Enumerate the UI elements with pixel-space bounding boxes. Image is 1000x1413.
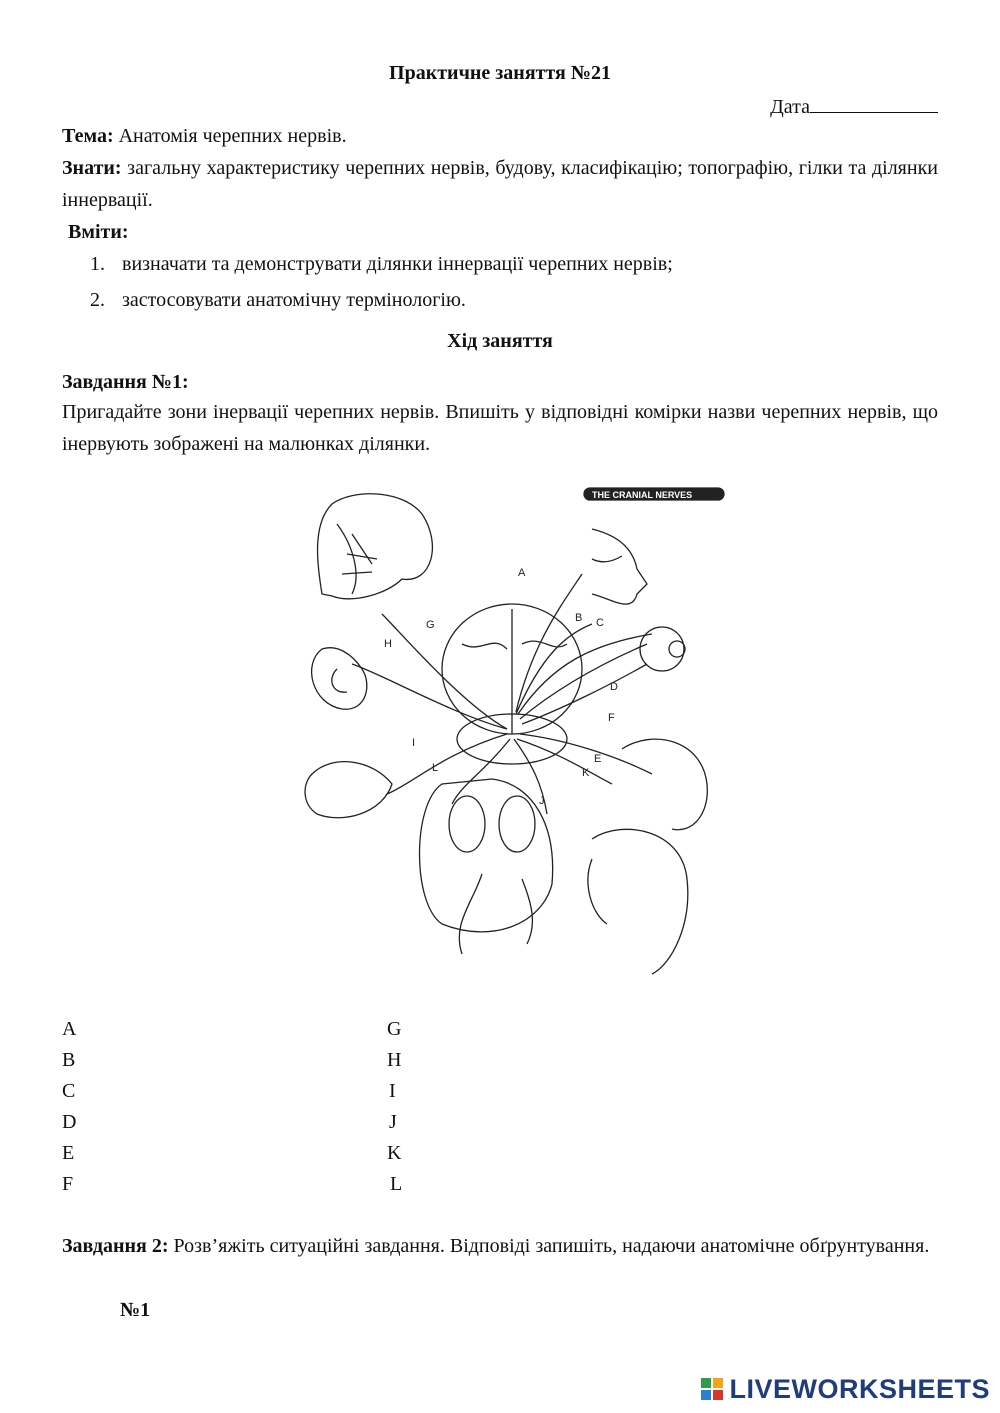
answers-right-column — [387, 1014, 402, 1200]
answer-label-d: D — [62, 1111, 77, 1133]
neck-profile — [588, 859, 607, 924]
brain-folds — [462, 609, 567, 734]
task1-label: Завдання №1: — [62, 371, 189, 393]
topic-text: Анатомія черепних нервів. — [113, 125, 347, 147]
list-item-number: 2. — [90, 289, 105, 311]
list-item — [90, 282, 673, 318]
know-paragraph — [62, 152, 938, 216]
date-field — [770, 94, 938, 119]
head-lower-right-2 — [592, 829, 688, 974]
head-lower-right-1 — [622, 739, 707, 830]
answer-label-f: F — [62, 1173, 74, 1195]
figure-label-e: E — [594, 753, 602, 765]
list-item-text: застосовувати анатомічну термінологію. — [122, 289, 466, 311]
nose-region — [592, 556, 622, 562]
inner-ear — [312, 648, 367, 710]
can-heading — [68, 216, 944, 248]
skills-list — [90, 246, 673, 318]
answer-label-a: A — [62, 1018, 77, 1040]
right-lung — [499, 796, 535, 852]
nerve-h — [352, 664, 507, 729]
know-text: загальну характеристику черепних нервів, будову, класифікацію; топографію, гілки та ділянки іннервації. — [62, 157, 938, 211]
task1-title — [62, 366, 938, 398]
task1-text: Пригадайте зони інервації черепних нервів. Впишіть у відповідні комірки назви черепних нервів, що інервують зображені на малюнках ділянки. — [62, 401, 938, 455]
know-label: Знати: — [62, 157, 122, 179]
lesson-heading: Хід заняття — [447, 330, 553, 352]
figure-banner-text: THE CRANIAL NERVES — [592, 490, 693, 500]
trunk-outline — [420, 779, 553, 932]
answers-left-column — [62, 1014, 76, 1200]
pupil — [669, 641, 685, 657]
figure-label-g: G — [426, 619, 435, 631]
face-muscles — [337, 524, 356, 594]
head-left-outline — [318, 494, 433, 599]
digestive-tract — [459, 874, 532, 954]
can-label: Вміти: — [68, 221, 129, 243]
figure-label-j: J — [539, 795, 545, 807]
answer-label-e: E — [62, 1142, 75, 1164]
figure-label-b: B — [575, 612, 583, 624]
list-item — [90, 246, 673, 282]
list-item-text: визначати та демонструвати ділянки іннервації черепних нервів; — [122, 253, 673, 275]
task2-text: Розв’яжіть ситуаційні завдання. Відповіді запишіть, надаючи анатомічне обґрунтування. — [168, 1235, 930, 1257]
figure-label-c: C — [596, 617, 604, 629]
topic-label: Тема: — [62, 125, 114, 147]
cranial-nerves-illustration — [292, 484, 732, 984]
nerve-f — [522, 664, 647, 724]
task2-paragraph — [62, 1230, 938, 1262]
answer-label-h: H — [387, 1049, 402, 1071]
figure-label-i: I — [412, 737, 416, 749]
cochlea — [332, 669, 347, 692]
answer-label-l: L — [390, 1173, 403, 1195]
figure-label-a: A — [518, 567, 526, 579]
page-title: Практичне заняття №21 — [389, 62, 611, 84]
answer-label-g: G — [387, 1018, 402, 1040]
left-lung — [449, 796, 485, 852]
task2-label: Завдання 2: — [62, 1235, 169, 1257]
date-label: Дата — [770, 96, 810, 118]
figure-label-l: L — [432, 762, 439, 774]
date-blank-line — [810, 94, 938, 113]
list-item-number: 1. — [90, 253, 105, 275]
answer-label-k: K — [387, 1142, 402, 1164]
topic-line — [62, 120, 938, 152]
answer-label-c: C — [62, 1080, 76, 1102]
answer-label-b: B — [62, 1049, 76, 1071]
answer-label-j: J — [389, 1111, 397, 1133]
liveworksheets-banner[interactable] — [701, 1372, 990, 1406]
figure-label-h: H — [384, 638, 392, 650]
liveworksheets-logo-icon — [701, 1378, 723, 1400]
figure-label-f: F — [608, 712, 615, 724]
figure-label-k: K — [582, 767, 590, 779]
answer-label-i: I — [389, 1080, 396, 1102]
tongue-larynx — [305, 762, 392, 818]
liveworksheets-brand: LIVEWORKSHEETS — [729, 1373, 990, 1404]
nerve-i — [387, 734, 507, 794]
face-right-outline — [592, 529, 647, 604]
figure-label-d: D — [610, 681, 618, 693]
task2-number: №1 — [120, 1299, 151, 1321]
nerve-g — [382, 614, 507, 729]
